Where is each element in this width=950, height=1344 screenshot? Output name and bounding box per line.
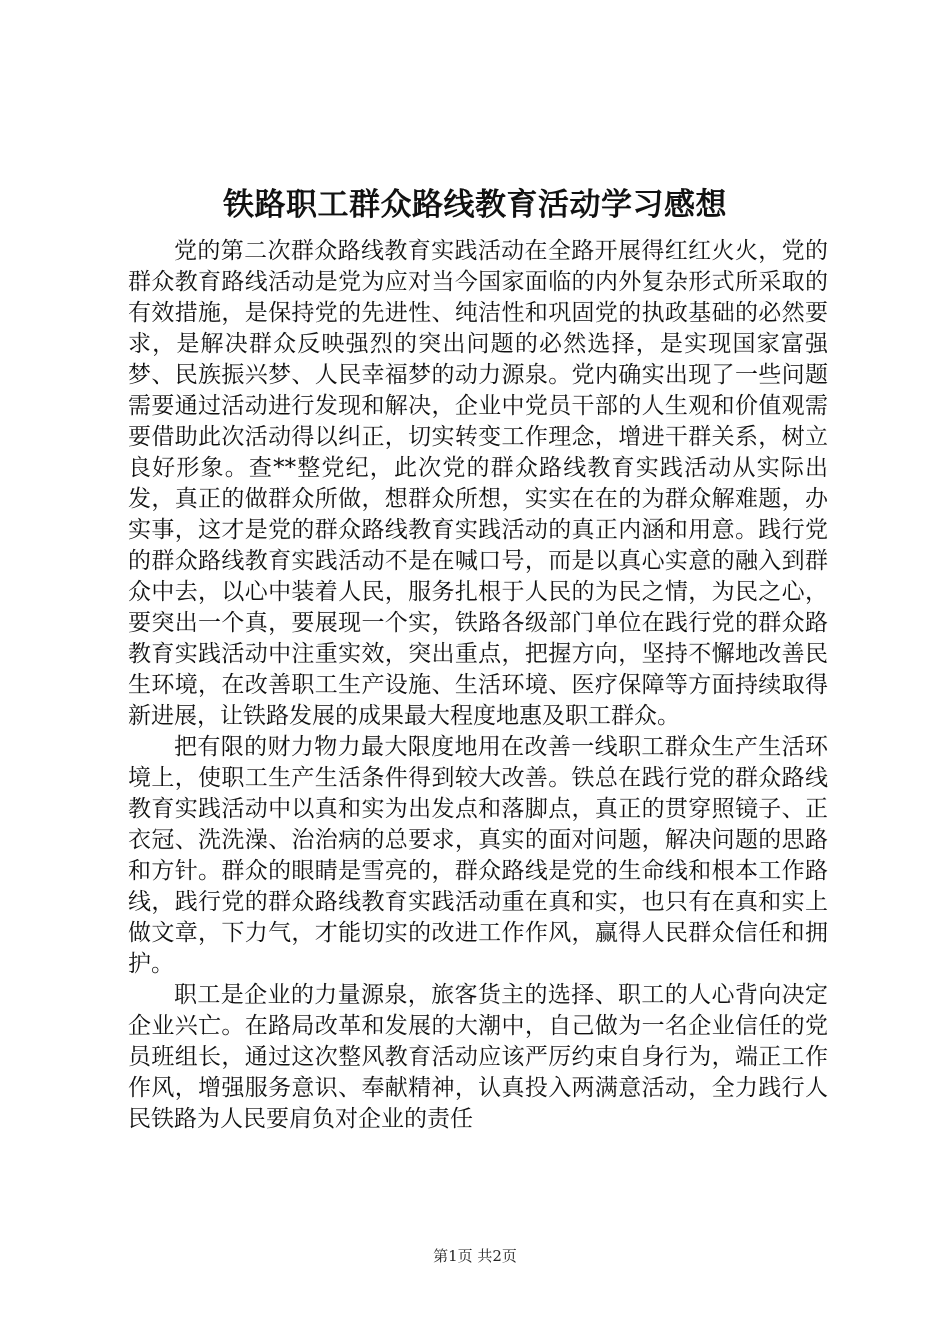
page-title: 铁路职工群众路线教育活动学习感想 (223, 187, 727, 223)
paragraph-1: 党的第二次群众路线教育实践活动在全路开展得红红火火，党的群众教育路线活动是党为应对当今国家面临的内外复杂形式所采取的有效措施，是保持党的先进性、纯洁性和巩固党的执政基础的必然要求，是解决群众反映强烈的突出问题的必然选择，是实现国家富强梦、民族振兴梦、人民幸福梦的动力源泉。党内确实出现了一些问题需要通过活动进行发现和解决，企业中党员干部的人生观和价值观需要借助此次活动得以纠正，切实转变工作理念，增进干群关系，树立良好形象。查**整党纪，此次党的群众路线教育实践活动从实际出发，真正的做群众所做，想群众所想，实实在在的为群众解难题，办实事，这才是党的群众路线教育实践活动的真正内涵和用意。践行党的群众路线教育实践活动不是在喊口号，而是以真心实意的融入到群众中去，以心中装着人民，服务扎根于人民的为民之情，为民之心，要突出一个真，要展现一个实，铁路各级部门单位在践行党的群众路教育实践活动中注重实效，突出重点，把握方向，坚持不懈地改善民生环境，在改善职工生产设施、生活环境、医疗保障等方面持续取得新进展，让铁路发展的成果最大程度地惠及职工群众。 (128, 238, 828, 729)
paragraph-3: 职工是企业的力量源泉，旅客货主的选择、职工的人心背向决定企业兴亡。在路局改革和发展的大潮中，自己做为一名企业信任的党员班组长，通过这次整风教育活动应该严厉约束自身行为，端正工作作风，增强服务意识、奉献精神，认真投入两满意活动，全力践行人民铁路为人民要肩负对企业的责任 (128, 982, 828, 1132)
document-body (128, 236, 828, 1135)
paragraph-2: 把有限的财力物力最大限度地用在改善一线职工群众生产生活环境上，使职工生产生活条件得到较大改善。铁总在践行党的群众路线教育实践活动中以真和实为出发点和落脚点，真正的贯穿照镜子、正衣冠、洗洗澡、治治病的总要求，真实的面对问题，解决问题的思路和方针。群众的眼睛是雪亮的，群众路线是党的生命线和根本工作路线，践行党的群众路线教育实践活动重在真和实，也只有在真和实上做文章，下力气，才能切实的改进工作作风，赢得人民群众信任和拥护。 (128, 734, 828, 977)
page-number: 第1页 共2页 (433, 1247, 517, 1265)
